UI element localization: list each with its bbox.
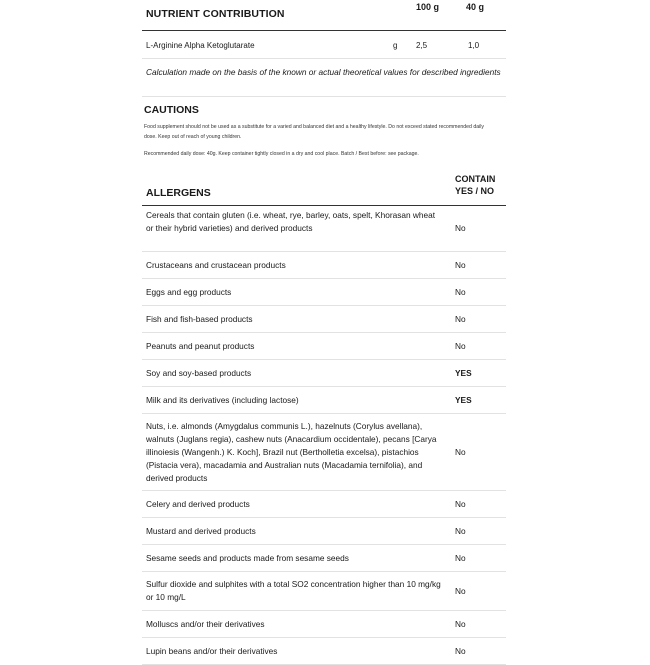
nutrient-name: L-Arginine Alpha Ketoglutarate xyxy=(146,41,255,50)
nutrient-value-40g: 1,0 xyxy=(468,41,480,50)
allergen-name: Fish and fish-based products xyxy=(146,314,253,324)
cautions-dosage-text: Recommended daily dose: 40g. Keep container tightly closed in a dry and cool place. Batch / Best before: see package. xyxy=(144,151,419,157)
allergen-contain-value: No xyxy=(455,553,466,563)
allergen-name: Soy and soy-based products xyxy=(146,368,252,378)
allergen-row xyxy=(142,252,506,279)
allergen-name: Mustard and derived products xyxy=(146,526,256,536)
allergen-row xyxy=(142,360,506,387)
nutrient-col-100g: 100 g xyxy=(416,2,440,12)
allergen-contain-value: YES xyxy=(455,395,472,405)
allergen-name: Milk and its derivatives (including lactose) xyxy=(146,395,299,405)
allergen-name: Molluscs and/or their derivatives xyxy=(146,619,265,629)
allergen-contain-value: No xyxy=(455,619,466,629)
allergen-row xyxy=(142,491,506,518)
allergen-name: Peanuts and peanut products xyxy=(146,341,255,351)
allergen-name: Nuts, i.e. almonds (Amygdalus communis L.), hazelnuts (Corylus avellana), walnuts (Juglans regia), cashew nuts (Anacardium occidentale), pecans [Carya illinoiesis (Wangenh.) K. Koch], Brazil nut (Bertholletia excelsa), pistachios (Pistacia vera), macadamia and Australian nuts (Macadamia ternifolia), and derived products xyxy=(146,421,437,483)
allergen-contain-value: No xyxy=(455,260,466,270)
cautions-title: CAUTIONS xyxy=(144,104,199,116)
allergen-name: Cereals that contain gluten (i.e. wheat, rye, barley, oats, spelt, Khorasan wheat or their hybrid varieties) and derived products xyxy=(146,210,436,233)
allergen-contain-value: No xyxy=(455,499,466,509)
allergen-row xyxy=(142,306,506,333)
allergen-name: Crustaceans and crustacean products xyxy=(146,260,286,270)
allergen-row xyxy=(142,638,506,665)
nutrient-note: Calculation made on the basis of the known or actual theoretical values for described ingredients xyxy=(142,59,506,97)
allergen-row xyxy=(142,279,506,306)
allergen-row xyxy=(142,572,506,611)
allergen-contain-value: No xyxy=(455,586,466,596)
allergen-contain-value: No xyxy=(455,287,466,297)
allergen-contain-value: No xyxy=(455,314,466,324)
cautions-text: Food supplement should not be used as a substitute for a varied and balanced diet and a healthy lifestyle. Do not exceed stated recommended daily dose. Keep out of reach of young children. xyxy=(144,124,484,140)
allergens-title: ALLERGENS xyxy=(146,187,211,199)
allergen-row xyxy=(142,206,506,252)
nutrient-row xyxy=(142,31,506,59)
allergen-row xyxy=(142,545,506,572)
allergen-name: Sesame seeds and products made from sesame seeds xyxy=(146,553,349,563)
nutrient-unit: g xyxy=(393,41,398,50)
allergens-contain-column: CONTAIN YES / NO xyxy=(455,174,496,196)
allergen-contain-value: No xyxy=(455,526,466,536)
allergen-name: Celery and derived products xyxy=(146,499,250,509)
allergen-contain-value: YES xyxy=(455,368,472,378)
nutrient-header xyxy=(142,0,506,31)
allergen-row xyxy=(142,611,506,638)
allergen-contain-value: No xyxy=(455,447,466,457)
allergen-row xyxy=(142,387,506,414)
allergens-table xyxy=(142,206,506,665)
allergen-row xyxy=(142,414,506,491)
allergen-name: Eggs and egg products xyxy=(146,287,232,297)
allergen-contain-value: No xyxy=(455,646,466,656)
allergen-name: Sulfur dioxide and sulphites with a total SO2 concentration higher than 10 mg/kg or 10 mg/L xyxy=(146,579,441,602)
nutrient-value-100g: 2,5 xyxy=(416,41,428,50)
allergen-name: Lupin beans and/or their derivatives xyxy=(146,646,278,656)
allergen-row xyxy=(142,518,506,545)
product-info-panel xyxy=(142,0,506,665)
allergen-row xyxy=(142,333,506,360)
allergen-contain-value: No xyxy=(455,341,466,351)
allergens-header xyxy=(142,171,506,206)
allergen-contain-value: No xyxy=(455,223,466,233)
nutrient-col-40g: 40 g xyxy=(466,2,485,12)
nutrient-title: NUTRIENT CONTRIBUTION xyxy=(146,8,285,20)
